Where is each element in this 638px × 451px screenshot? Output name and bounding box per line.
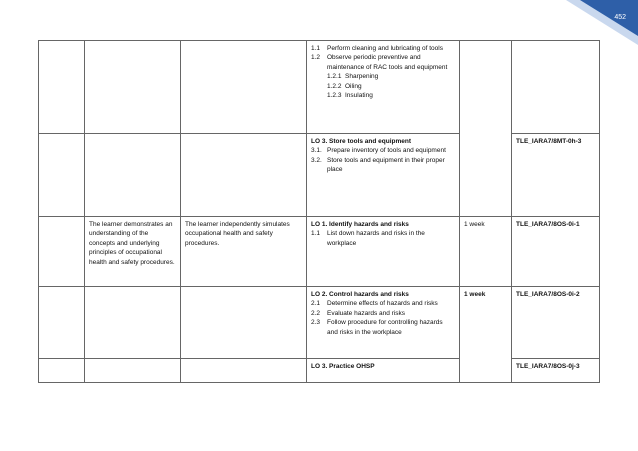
item-number: 2.1	[311, 300, 321, 308]
table-cell	[85, 359, 181, 383]
list-item	[311, 156, 455, 175]
table-cell	[181, 41, 307, 134]
item-number: 2.2	[311, 309, 321, 317]
item-number: 3.2.	[311, 156, 322, 164]
learning-competency-cell	[307, 134, 460, 217]
code-cell: TLE_IARA7/8OS-0j-3	[512, 359, 600, 383]
table-cell	[181, 359, 307, 383]
learning-competency-cell	[307, 41, 460, 134]
duration-cell	[460, 41, 512, 217]
item-text: Oiling	[345, 82, 362, 90]
item-number: 3.1.	[311, 147, 322, 155]
duration-cell: 1 week	[460, 287, 512, 383]
page-corner-decoration	[528, 0, 638, 45]
duration-cell: 1 week	[460, 217, 512, 287]
sub-list-item	[311, 82, 455, 91]
item-text: Insulating	[345, 92, 373, 100]
list-item	[311, 229, 455, 248]
item-number: 1.1	[311, 45, 321, 52]
item-number: 1.1	[311, 230, 321, 238]
table-cell	[39, 134, 85, 217]
learning-competency-cell	[307, 217, 460, 287]
table-cell	[39, 287, 85, 359]
code-cell: TLE_IARA7/8OS-0i-1	[512, 217, 600, 287]
table-cell	[85, 287, 181, 359]
sub-list-item	[311, 91, 455, 100]
curriculum-table	[38, 40, 600, 383]
list-item	[311, 299, 455, 308]
list-item	[311, 309, 455, 318]
page-number: 452	[614, 14, 626, 21]
code-cell: TLE_IARA7/8OS-0i-2	[512, 287, 600, 359]
item-text: Store tools and equipment in their proper place	[327, 156, 445, 174]
list-item	[311, 53, 455, 72]
table-row	[39, 41, 600, 134]
item-number: 2.3	[311, 319, 321, 327]
table-row	[39, 287, 600, 359]
performance-standard-cell: The learner independently simulates occupational health and safety procedures.	[181, 217, 307, 287]
item-number: 1.2.3	[327, 92, 342, 100]
sub-list-item	[311, 72, 455, 81]
learning-competency-cell	[307, 287, 460, 359]
lo-title: LO 1. Identify hazards and risks	[311, 221, 409, 228]
table-row	[39, 217, 600, 287]
table-cell	[85, 41, 181, 134]
code-cell: TLE_IARA7/8MT-0h-3	[512, 134, 600, 217]
item-text: Sharpening	[345, 73, 379, 81]
table-cell	[39, 217, 85, 287]
item-text: Determine effects of hazards and risks	[327, 300, 438, 308]
item-text: List down hazards and risks in the workplace	[327, 230, 425, 247]
table-cell	[181, 287, 307, 359]
content-standard-cell: The learner demonstrates an understanding of the concepts and underlying principles of occupational health and safety procedures.	[85, 217, 181, 287]
table-cell	[39, 41, 85, 134]
item-number: 1.2	[311, 54, 321, 62]
table-row	[39, 359, 600, 383]
item-text: Observe periodic preventive and maintenance of RAC tools and equipment	[327, 54, 448, 71]
lo-title: LO 3. Store tools and equipment	[311, 138, 412, 145]
lo-title: LO 3. Practice OHSP	[307, 359, 460, 383]
lo-title: LO 2. Control hazards and risks	[311, 291, 409, 298]
item-text: Follow procedure for controlling hazards and risks in the workplace	[327, 319, 443, 336]
item-text: Prepare inventory of tools and equipment	[327, 147, 446, 155]
item-text: Evaluate hazards and risks	[327, 309, 406, 317]
item-number: 1.2.1	[327, 73, 342, 81]
list-item	[311, 146, 455, 155]
list-item	[311, 318, 455, 337]
table-cell	[39, 359, 85, 383]
list-item	[311, 44, 455, 53]
table-cell	[181, 134, 307, 217]
item-number: 1.2.2	[327, 82, 342, 90]
table-row	[39, 134, 600, 217]
code-cell	[512, 41, 600, 134]
item-text: Perform cleaning and lubricating of tools	[327, 45, 443, 52]
table-cell	[85, 134, 181, 217]
